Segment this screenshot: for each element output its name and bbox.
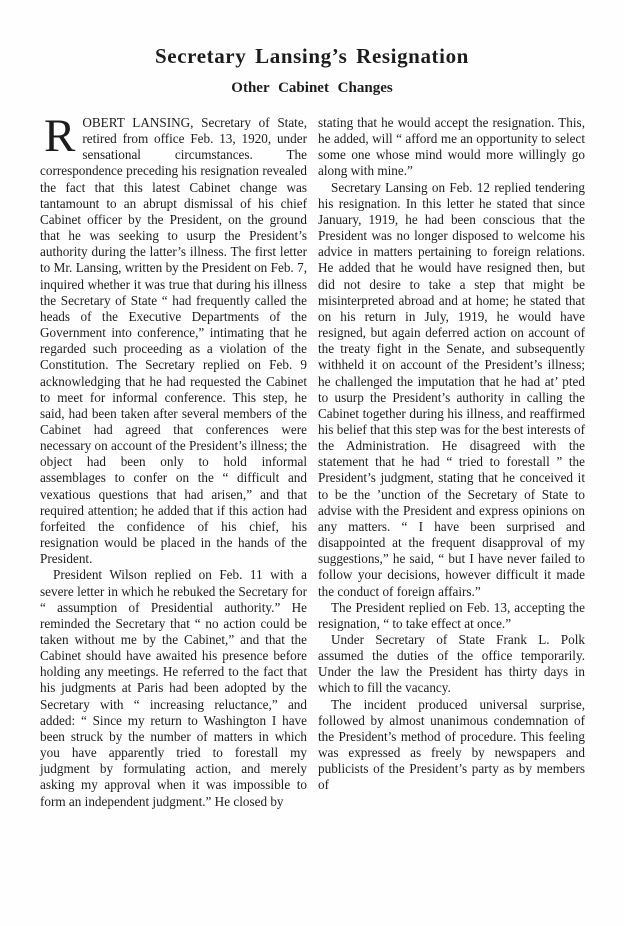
paragraph-dropcap	[40, 110, 307, 567]
paragraph-text: OBERT LANSING, Secretary of State, retired from office Feb. 13, 1920, under sensational circumstances. The correspondence preceding his resignation revealed the fact that this latest Cabinet change was tantamount to an abrupt dismissal of his chief Cabinet officer by the President, on the ground that he was seeking to usurp the President’s authority during the latter’s illness. The first letter to Mr. Lansing, written by the President on Feb. 7, inquired whether it was true that during his illness the Secretary of State “ had frequently called the heads of the Executive Departments of the Government into conference,” intimating that he regarded such proceeding as a violation of the Constitution. The Secretary replied on Feb. 9 acknowledging that he had requested the Cabinet to meet for informal conference. This step, he said, had been taken after several members of the Cabinet had agreed that conferences were necessary on account of the President’s illness; the object had been only to hold informal assemblages to confer on the “ difficult and vexatious questions that had arisen,” and that required attention; he added that if this action had forfeited the confidence of his chief, his resignation would be placed in the hands of the President.	[40, 115, 307, 567]
article-subtitle: Other Cabinet Changes	[231, 80, 393, 96]
paragraph: The incident produced universal surprise, followed by almost unanimous condemnation of the President’s method of procedure. This feeling was expressed as freely by newspapers and publicists of the President’s party as by members of	[318, 696, 585, 793]
right-column	[318, 115, 585, 810]
article-title: Secretary Lansing’s Resignation	[155, 44, 469, 68]
paragraph: stating that he would accept the resignation. This, he added, will “ afford me an opportunity to select some one whose mind would more willingly go along with mine.”	[318, 115, 585, 179]
two-column-body	[0, 97, 624, 810]
drop-cap-letter: R	[44, 110, 76, 162]
left-column	[40, 110, 307, 810]
paragraph: Secretary Lansing on Feb. 12 replied tendering his resignation. In this letter he stated that since January, 1919, he had been conscious that the President was no longer disposed to welcome his advice in matters pertaining to foreign relations. He added that he would have resigned then, but did not desire to take a step that might be misinterpreted abroad and at home; he stated that on his return in July, 1919, he would have resigned, but again deferred action on account of the treaty fight in the Senate, and subsequently withheld it on account of the President’s illness; he challenged the imputation that he had at’ pted to usurp the President’s authority in calling the Cabinet together during his illness, and reaffirmed his belief that this step was for the best interests of the Administration. He disagreed with the statement that he had “ tried to forestall ” the President’s judgment, stating that he conceived it to be the ’unction of the Secretary of State to advise with the President and express opinions on any matters. “ I have been surprised and disappointed at the frequent disapproval of my suggestions,” he said, “ but I have never failed to follow your decisions, however difficult it made the conduct of foreign affairs.”	[318, 179, 585, 599]
paragraph: Under Secretary of State Frank L. Polk assumed the duties of the office temporarily. Under the law the President has thirty days in which to fill the vacancy.	[318, 632, 585, 696]
paragraph: The President replied on Feb. 13, accepting the resignation, “ to take effect at once.”	[318, 599, 585, 631]
paragraph: President Wilson replied on Feb. 11 with a severe letter in which he rebuked the Secretary for “ assumption of Presidential authority.” He reminded the Secretary that “ no action could be taken without me by the Cabinet,” and that the Cabinet should have awaited his presence before holding any meetings. He referred to the fact that his judgments at Paris had been adopted by the Secretary with “ increasing reluctance,” and added: “ Since my return to Washington I have been struck by the number of matters in which you have apparently tried to forestall my judgment by formulating action, and merely asking my approval when it was impossible to form an independent judgment.” He closed by	[40, 567, 307, 809]
